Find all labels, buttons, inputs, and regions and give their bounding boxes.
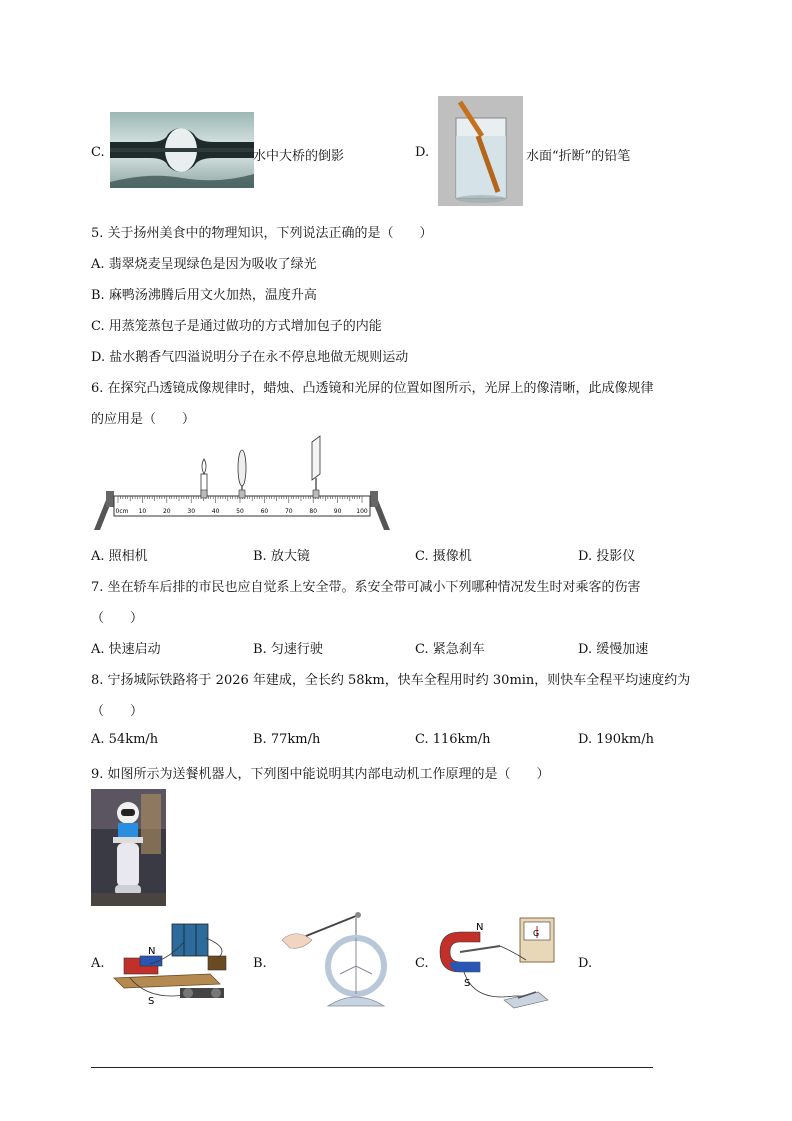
q4-option-d-label: D. <box>415 145 430 160</box>
q7-option-d: D. 缓慢加速 <box>578 642 649 657</box>
q7-stem-line1: 7. 坐在轿车后排的市民也应自觉系上安全带。系安全带可减小下列哪种情况发生时对乘客的伤害 <box>91 580 641 595</box>
q9-option-b-label: B. <box>253 956 267 971</box>
q4-option-c-caption: 水中大桥的倒影 <box>253 149 345 164</box>
q6-option-b: B. 放大镜 <box>253 549 310 564</box>
fig-c-n-label: N <box>476 922 484 933</box>
q5-option-b: B. 麻鸭汤沸腾后用文火加热，温度升高 <box>91 288 317 303</box>
ruler-label: 20 <box>162 508 171 515</box>
light-screen <box>312 436 320 498</box>
q5-stem: 5. 关于扬州美食中的物理知识，下列说法正确的是（ ） <box>91 226 433 241</box>
ruler-label: 30 <box>187 508 196 515</box>
q6-stem-line1: 6. 在探究凸透镜成像规律时，蜡烛、凸透镜和光屏的位置如图所示，光屏上的像清晰，此成像规律 <box>91 381 654 396</box>
ruler-label: 40 <box>211 508 220 515</box>
ruler-label: 100 <box>356 508 368 515</box>
q5-option-c: C. 用蒸笼蒸包子是通过做功的方式增加包子的内能 <box>91 319 382 334</box>
q7-option-a: A. 快速启动 <box>91 642 161 657</box>
q8-stem-line2: （ ） <box>91 704 144 719</box>
bench-end-right <box>370 491 378 507</box>
q7-option-b: B. 匀速行驶 <box>253 642 323 657</box>
q8-option-c: C. 116km/h <box>415 732 491 747</box>
fig-a-n-label: N <box>148 946 156 957</box>
bridge-reflection-image <box>110 112 254 188</box>
fig-a-s-label: S <box>148 996 155 1007</box>
q9-figure-c-induction-circuit <box>434 912 559 1012</box>
q7-stem-line2: （ ） <box>91 611 144 626</box>
q6-option-d: D. 投影仪 <box>578 549 636 564</box>
optical-bench-figure <box>92 434 392 534</box>
q6-stem-line2: 的应用是（ ） <box>91 412 196 427</box>
ruler-label: 0cm <box>115 508 129 515</box>
ruler-label: 70 <box>284 508 293 515</box>
candle <box>201 459 207 498</box>
q8-stem-line1: 8. 宁扬城际铁路将于 2026 年建成，全长约 58km，快车全程用时约 30min，则快车全程平均速度约为 <box>91 673 691 688</box>
ruler-label: 50 <box>236 508 244 515</box>
q9-stem: 9. 如图所示为送餐机器人，下列图中能说明其内部电动机工作原理的是（ ） <box>91 767 550 782</box>
q6-option-a: A. 照相机 <box>91 549 148 564</box>
q5-option-a: A. 翡翠烧麦呈现绿色是因为吸收了绿光 <box>91 257 317 272</box>
q9-option-d-label: D. <box>578 956 593 971</box>
q9-option-c-label: C. <box>415 956 429 971</box>
ruler-label: 80 <box>309 508 318 515</box>
q5-option-d: D. 盐水鹅香气四溢说明分子在永不停息地做无规则运动 <box>91 350 409 365</box>
delivery-robot-image <box>91 789 166 906</box>
q8-option-a: A. 54km/h <box>91 732 159 747</box>
bent-pencil-image <box>438 96 523 206</box>
q8-option-d: D. 190km/h <box>578 732 654 747</box>
bench-end-left <box>106 491 114 507</box>
q9-option-a-label: A. <box>91 956 105 971</box>
q9-figure-a-motor-circuit <box>110 918 250 1008</box>
q7-option-c: C. 紧急刹车 <box>415 642 485 657</box>
ruler-label: 60 <box>260 508 269 515</box>
ruler-label: 10 <box>138 508 147 515</box>
q4-option-c-label: C. <box>91 145 105 160</box>
q6-option-c: C. 摄像机 <box>415 549 472 564</box>
q8-option-b: B. 77km/h <box>253 732 321 747</box>
convex-lens <box>238 450 246 498</box>
footer-rule <box>91 1067 653 1068</box>
q4-option-d-caption: 水面“折断”的铅笔 <box>526 149 631 164</box>
ruler-label: 90 <box>333 508 342 515</box>
q9-figure-b-ring-pendulum <box>272 910 397 1010</box>
fig-c-s-label: S <box>464 978 471 989</box>
fig-c-meter-label: G <box>533 929 540 938</box>
